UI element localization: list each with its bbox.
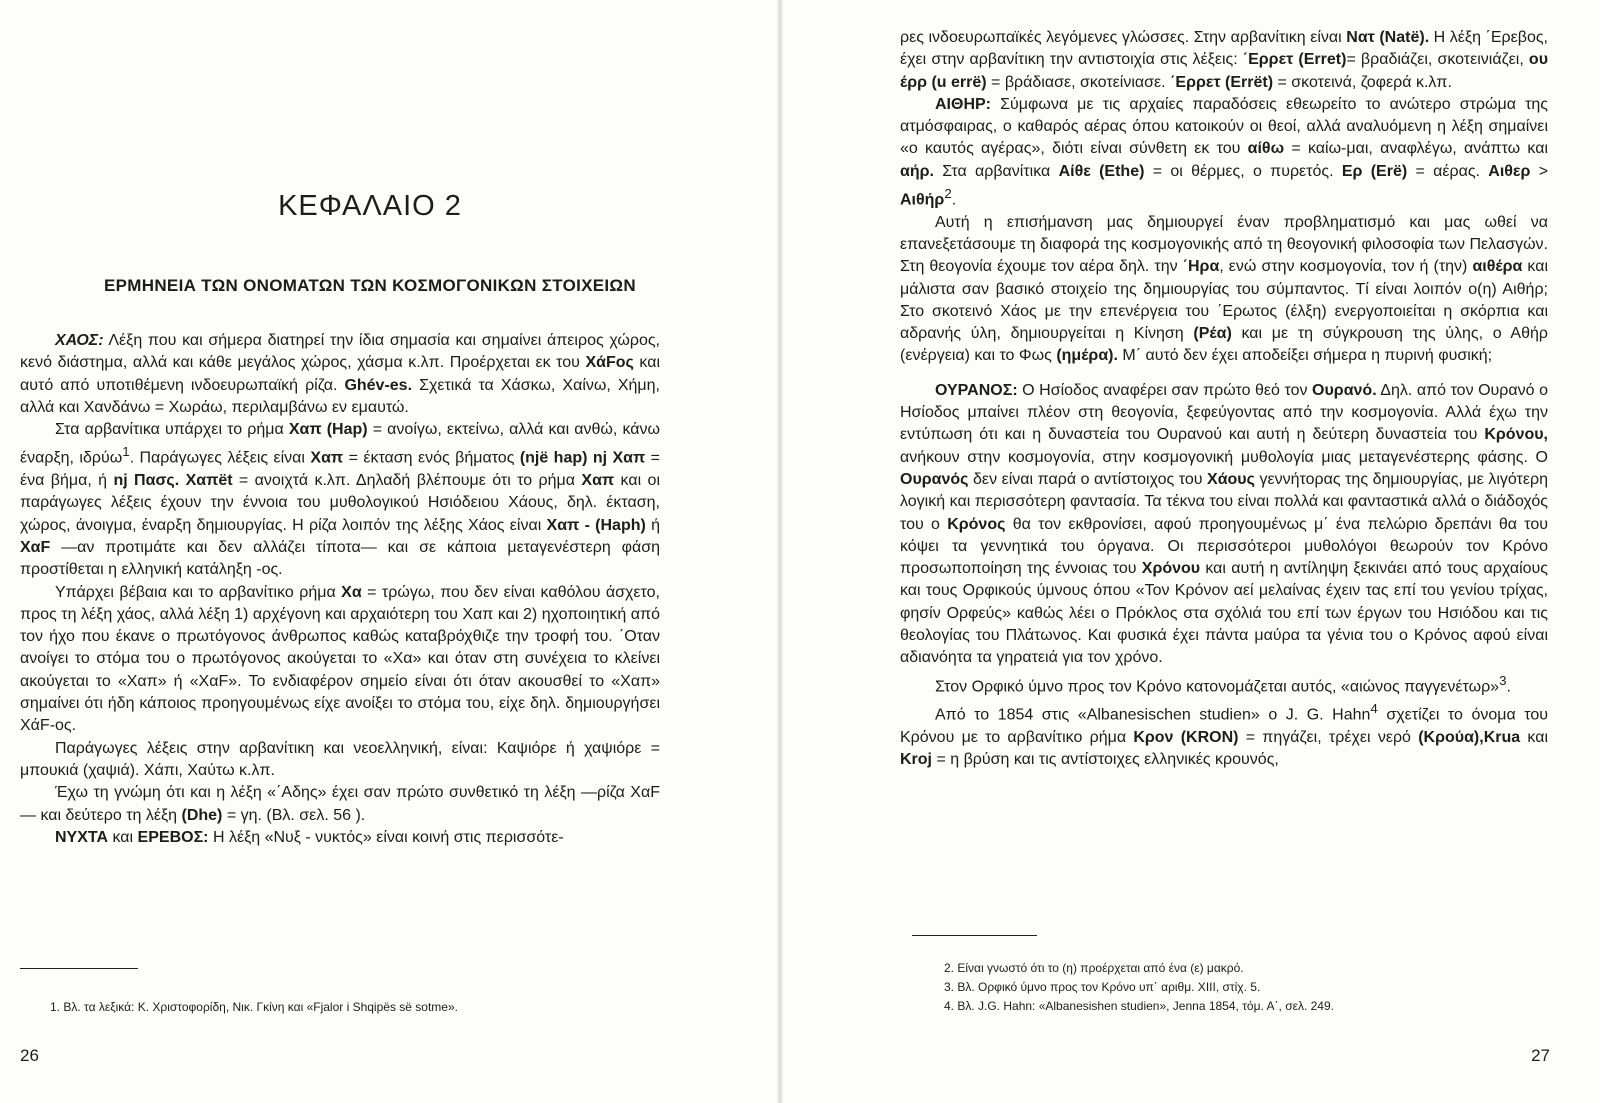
footnote-2: 2. Είναι γνωστό ότι το (η) προέρχεται από ένα (ε) μακρό. xyxy=(944,961,1244,975)
paragraph-nyx-erebos xyxy=(20,827,660,849)
paragraph-aither xyxy=(900,94,1548,212)
bold-term: αήρ. xyxy=(900,162,934,180)
text-span: = καίω-μαι, αναφλέγω, ανάπτω και xyxy=(1284,140,1548,158)
bold-term: Χαπ xyxy=(581,472,615,490)
footnote-1: 1. Βλ. τα λεξικά: Κ. Χριστοφορίδη, Νικ. Γκίνη και «Fjalor i Shqipës së sotme». xyxy=(50,1000,458,1014)
text-span: Λέξη που και σήμερα διατηρεί την ίδια σημασία και σημαίνει άπειρος χώρος, κενό διάστημα, αλλά και κάθε μεγάλος χώρος, χάσμα κ.λπ. Προέρχεται εκ του xyxy=(20,332,660,372)
text-span: Στα αρβανίτικα υπάρχει το ρήμα xyxy=(55,421,289,439)
text-span: και οι παράγωγες λέξεις έχουν την έννοια του μυθολογικού Ησιόδειου Χάους, δηλ. έκταση, χώρος, άνοιγμα, έναρξη δημιουργίας. Η ρίζα λοιπόν της λέξης Χάος είναι xyxy=(20,472,661,534)
paragraph-chaos xyxy=(20,330,660,419)
text-span: Έχω τη γνώμη ότι και η λέξη «΄Αδης» έχει σαν πρώτο συνθετικό τη λέξη —ρίζα ΧαF— και δεύτερο τη λέξη xyxy=(20,784,660,824)
text-span: = ένα βήμα, ή xyxy=(20,449,661,490)
bold-term: nj Πασς. xyxy=(113,472,180,490)
text-span: = έκταση ενός βήματος xyxy=(343,449,520,467)
text-span: —αν προτιμάτε και δεν αλλάζει τίποτα— και σε κάποια μεταγενέστερη φάση προστίθεται η ελληνική κατάληξη -ος. xyxy=(20,539,660,579)
text-span: . xyxy=(1506,677,1511,695)
text-span: = η βρύση και τις αντίστοιχες ελληνικές κρουνός, xyxy=(932,751,1279,769)
right-body-text xyxy=(900,27,1548,771)
bold-term: αιθέρα xyxy=(1472,258,1523,276)
paragraph-hades xyxy=(20,782,660,827)
footnote-rule xyxy=(20,968,138,969)
paragraph-orphic-hymn xyxy=(900,670,1548,699)
text-span: και μάλιστα σαν βασικό στοιχείο της δημιουργίας του σύμπαντος. Τί είναι λοιπόν ο(η) Αιθήρ; Στο σκοτεινό Χάος με την επενέργεια του ΄Ερωτος (έλξη) ενεργοποιείται η σκόρπια και αδρανής ύλη, δημιουργείται η Κίνηση xyxy=(900,258,1548,343)
text-span: > xyxy=(1530,162,1549,180)
bold-term: Κρόνου, xyxy=(1484,426,1548,444)
text-span: γεννήτορας της δημιουργίας, με λιγότερη λογική και περισσότερη φαντασία. Τα τέκνα του είναι πολλά και φανταστικά αλλά ο διάδοχός του ο xyxy=(900,470,1549,533)
bold-term: Kroj xyxy=(900,751,932,769)
bold-term: Κρον (KRON) xyxy=(1133,728,1239,746)
text-span: δεν είναι παρά ο αντίστοιχος του xyxy=(968,470,1208,488)
paragraph-hap xyxy=(20,419,660,581)
bold-term: Ερ (Erë) xyxy=(1341,162,1408,180)
text-span: = ανοιχτά κ.λπ. Δηλαδή βλέπουμε ότι το ρήμα xyxy=(232,472,582,490)
bold-term: Αιθερ xyxy=(1488,162,1531,180)
bold-term: Ουρανός xyxy=(900,470,969,488)
text-span: Η λέξη «Νυξ - νυκτός» είναι κοινή στις περισσότε- xyxy=(208,828,564,846)
left-body-text xyxy=(20,330,660,849)
footnote-ref: 4 xyxy=(1370,701,1378,717)
bold-term: Αιθήρ xyxy=(900,191,945,209)
footnote-ref: 1 xyxy=(122,444,130,460)
footnote-ref: 3 xyxy=(1499,672,1507,688)
term-chaos: ΧΑΟΣ: xyxy=(55,332,104,349)
bold-term: (ημέρα). xyxy=(1056,347,1118,365)
bold-term: Χαπ (Hap) xyxy=(288,421,368,439)
text-span: και xyxy=(108,828,138,846)
bold-term: Αίθε (Ethe) xyxy=(1058,162,1145,180)
text-span: . xyxy=(951,191,957,209)
right-page xyxy=(782,0,1600,1103)
bold-term: ΧάFος xyxy=(585,354,634,372)
bold-term: Χα xyxy=(341,583,362,601)
bold-term: Χαπ xyxy=(310,449,344,467)
term-ouranos: ΟΥΡΑΝΟΣ: xyxy=(935,381,1018,399)
left-footnotes xyxy=(50,998,730,1017)
text-span: . Παράγωγες λέξεις είναι xyxy=(129,449,311,467)
text-span: Ο Ησίοδος αναφέρει σαν πρώτο θεό τον xyxy=(1017,381,1313,399)
footnote-rule xyxy=(912,935,1037,936)
paragraph-hahn xyxy=(900,698,1548,771)
left-page xyxy=(0,0,780,1103)
footnote-4: 4. Βλ. J.G. Hahn: «Albanesishen studien», Jenna 1854, τόμ. Α΄, σελ. 249. xyxy=(944,999,1334,1013)
text-span: = αέρας. xyxy=(1407,162,1489,180)
bold-term: Ghév-es. xyxy=(344,376,413,394)
text-span: και με τη σύγκρουση της ύλης, ο Αθήρ (ενέργεια) και το Φως xyxy=(900,325,1548,365)
footnote-3: 3. Βλ. Ορφικό ύμνο προς τον Κρόνο υπ΄ αριθμ. XIII, στίχ. 5. xyxy=(944,980,1261,994)
text-span: και xyxy=(1520,728,1549,746)
text-span: = σκοτεινά, ζοφερά κ.λπ. xyxy=(1273,73,1452,91)
text-span: = πηγάζει, τρέχει νερό xyxy=(1238,728,1419,746)
bold-term: ΝΥΧΤΑ xyxy=(55,828,109,846)
text-span: Στον Ορφικό ύμνο προς τον Κρόνο κατονομάζεται αυτός, «αιώνος παγγενέτωρ» xyxy=(935,677,1500,695)
text-span: ή xyxy=(645,516,660,534)
bold-term: (një hap) nj Χαπ xyxy=(519,449,646,467)
bold-term: ου έρρ (u errë) xyxy=(900,51,1549,91)
text-span: σχετίζει το όνομα του Κρόνου με το αρβανίτικο ρήμα xyxy=(900,706,1549,746)
bold-term: Νατ (Natë). xyxy=(1346,29,1430,46)
text-span: Σχετικά τα Χάσκω, Χαίνω, Χήμη, αλλά και Χανδάνω = Χωράω, περιλαμβάνω εν εμαυτώ. xyxy=(20,376,660,416)
text-span: θα τον εκθρονίσει, αφού προηγουμένως μ΄ ένα πελώριο δρεπάνι θα του κόψει τα γεννητικά του όργανα. Οι περισσότεροι μυθολόγοι θεωρούν τον Κρόνο προσωποποίηση της έννοιας του xyxy=(900,515,1549,578)
page-number-left: 26 xyxy=(20,1046,39,1065)
text-span: = οι θέρμες, ο πυρετός. xyxy=(1144,162,1342,180)
bold-term: Χρόνου xyxy=(1141,560,1201,578)
text-span: , ενώ στην κοσμογονία, τον ή (την) xyxy=(1219,258,1473,276)
bold-term: ΧαF xyxy=(20,539,51,556)
paragraph-derivatives: Παράγωγες λέξεις στην αρβανίτικη και νεοελληνική, είναι: Καψιόρε ή χαψιόρε = μπουκιά (χαψιά). Χάπι, Χαύτω κ.λπ. xyxy=(20,739,660,779)
text-span: και αυτή η αντίληψη ξεκινάει από τους αρχαίους και τους Ορφικούς ύμνους όπου «Τον Κρόνον αεί μελαίνας έχειν τας επί του γενίου τρίχας, φησίν Ορφεύς» καθώς λέει ο Πρόκλος στα σχόλιά του επί των έργων του Ησιόδου και τις θεολογίας του Πλάτωνος. Και φυσικά έχει πάντα μαύρα τα γένια του ο Κρόνος αφού είναι αδιανόητα τα γηρατειά για τον χρόνο. xyxy=(900,560,1548,667)
text-span: Μ΄ αυτό δεν έχει αποδείξει σήμερα η πυρινή φυσική; xyxy=(1117,347,1493,365)
text-span: Υπάρχει βέβαια και το αρβανίτικο ρήμα xyxy=(55,583,342,601)
bold-term: ΕΡΕΒΟΣ: xyxy=(137,828,209,846)
text-span: Η λέξη ΄Ερεβος, έχει στην αρβανίτικη την αντιστοιχία στις λέξεις: xyxy=(900,29,1548,69)
chapter-title: ΚΕΦΑΛΑΙΟ 2 xyxy=(278,190,462,222)
paragraph-cha xyxy=(20,582,660,738)
text-span: Στα αρβανίτικα xyxy=(933,162,1059,180)
text-span: = βράδιασε, σκοτείνιασε. xyxy=(986,73,1171,91)
bold-term: (Κρούα),Krua xyxy=(1418,728,1521,746)
text-span: ρες ινδοευρωπαϊκές λεγόμενες γλώσσες. Στην αρβανίτικη είναι xyxy=(900,29,1347,46)
bold-term: ΄Ερρετ (Errët) xyxy=(1170,73,1274,91)
bold-term: (Ρέα) xyxy=(1193,325,1232,343)
bold-term: Ουρανό. xyxy=(1312,381,1377,399)
bold-term: Χαπët xyxy=(185,472,233,490)
paragraph-cosmogony xyxy=(900,212,1548,368)
text-span: Σύμφωνα με τις αρχαίες παραδόσεις εθεωρείτο το ανώτερο στρώμα της ατμόσφαιρας, ο καθαρός αέρας όπου κατοικούν οι θεοί, αλλά αναλυόμενη η λέξη σημαίνει «ο καυτός αγέρας», διότι είναι σύνθετη εκ του xyxy=(900,95,1548,158)
text-span: = ανοίγω, εκτείνω, αλλά και ανθώ, κάνω έναρξη, ιδρύω xyxy=(20,421,660,467)
term-aither: ΑΙΘΗΡ: xyxy=(935,95,991,113)
bold-term: (Dhe) xyxy=(181,806,223,824)
bold-term: αίθω xyxy=(1247,140,1285,158)
text-span: = τρώγω, που δεν είναι καθόλου άσχετο, προς τη λέξη χάος, αλλά λέξη 1) αρχέγονη και αρχαιότερη του Χαπ και 2) ηχοποιητική από τον ήχο που έκανε ο πρωτόγονος άνθρωπος καθώς καταβρόχθιζε την τροφή του. ΄Οταν ανοίγει το στόμα του ο πρωτόγονος ακούγεται το «Χα» και όταν στη συνέχεια το κλείνει ακούγεται το «Χαπ» ή «ΧαF». Το ενδιαφέρον σημείο είναι ότι όταν ακουσθεί το «Χαπ» σημαίνει ότι ήδη κάποιος προηγουμένως είχε ανοίξει το στόμα του, είχε δηλ. δημιουργήσει ΧάF-ος. xyxy=(20,583,660,735)
paragraph-continuation xyxy=(900,27,1548,94)
bold-term: ΄Ερρετ (Erret) xyxy=(1242,51,1347,69)
footnote-ref: 2 xyxy=(944,186,952,202)
paragraph-ouranos xyxy=(900,380,1548,670)
bold-term: Κρόνος xyxy=(947,515,1006,533)
text-span: και αυτό από υποτιθέμενη ινδοευρωπαϊκή ρίζα. xyxy=(20,354,661,394)
page-number-right: 27 xyxy=(1531,1046,1550,1065)
text-span: = βραδιάζει, σκοτεινιάζει, xyxy=(1346,51,1529,69)
bold-term: ΄Ηρα xyxy=(1182,258,1220,276)
text-span: ανήκουν στην κοσμογονία, στην κοσμογονική μυθολογία μιας μεταγενέστερης φάσης. Ο xyxy=(900,448,1548,466)
bold-term: Χάους xyxy=(1207,470,1255,488)
text-span: Από το 1854 στις «Albanesischen studien» ο J. G. Hahn xyxy=(935,706,1371,724)
text-span: = γη. (Βλ. σελ. 56 ). xyxy=(222,806,366,824)
section-heading: ΕΡΜΗΝΕΙΑ ΤΩΝ ΟΝΟΜΑΤΩΝ ΤΩΝ ΚΟΣΜΟΓΟΝΙΚΩΝ ΣΤΟΙΧΕΙΩΝ xyxy=(104,276,636,295)
text-span: Δηλ. από τον Ουρανό ο Ησίοδος μπαίνει πλέον στη θεογονία, ξεφεύγοντας από την κοσμογονία. Αλλά έχω την εντύπωση ότι και η δυναστεία του Ουρανού και αυτή η δεύτερη δυναστεία του xyxy=(900,381,1548,444)
text-span: Αυτή η επισήμανση μας δημιουργεί έναν προβληματισμό και μας ωθεί να επανεξετάσουμε τη διαφορά της κοσμογονικής από τη θεογονική φιλοσοφία των Πελασγών. Στη θεογονία έχουμε τον αέρα δηλ. την xyxy=(900,213,1548,276)
bold-term: Χαπ - (Haph) xyxy=(546,516,646,534)
right-footnotes xyxy=(944,959,1564,1016)
